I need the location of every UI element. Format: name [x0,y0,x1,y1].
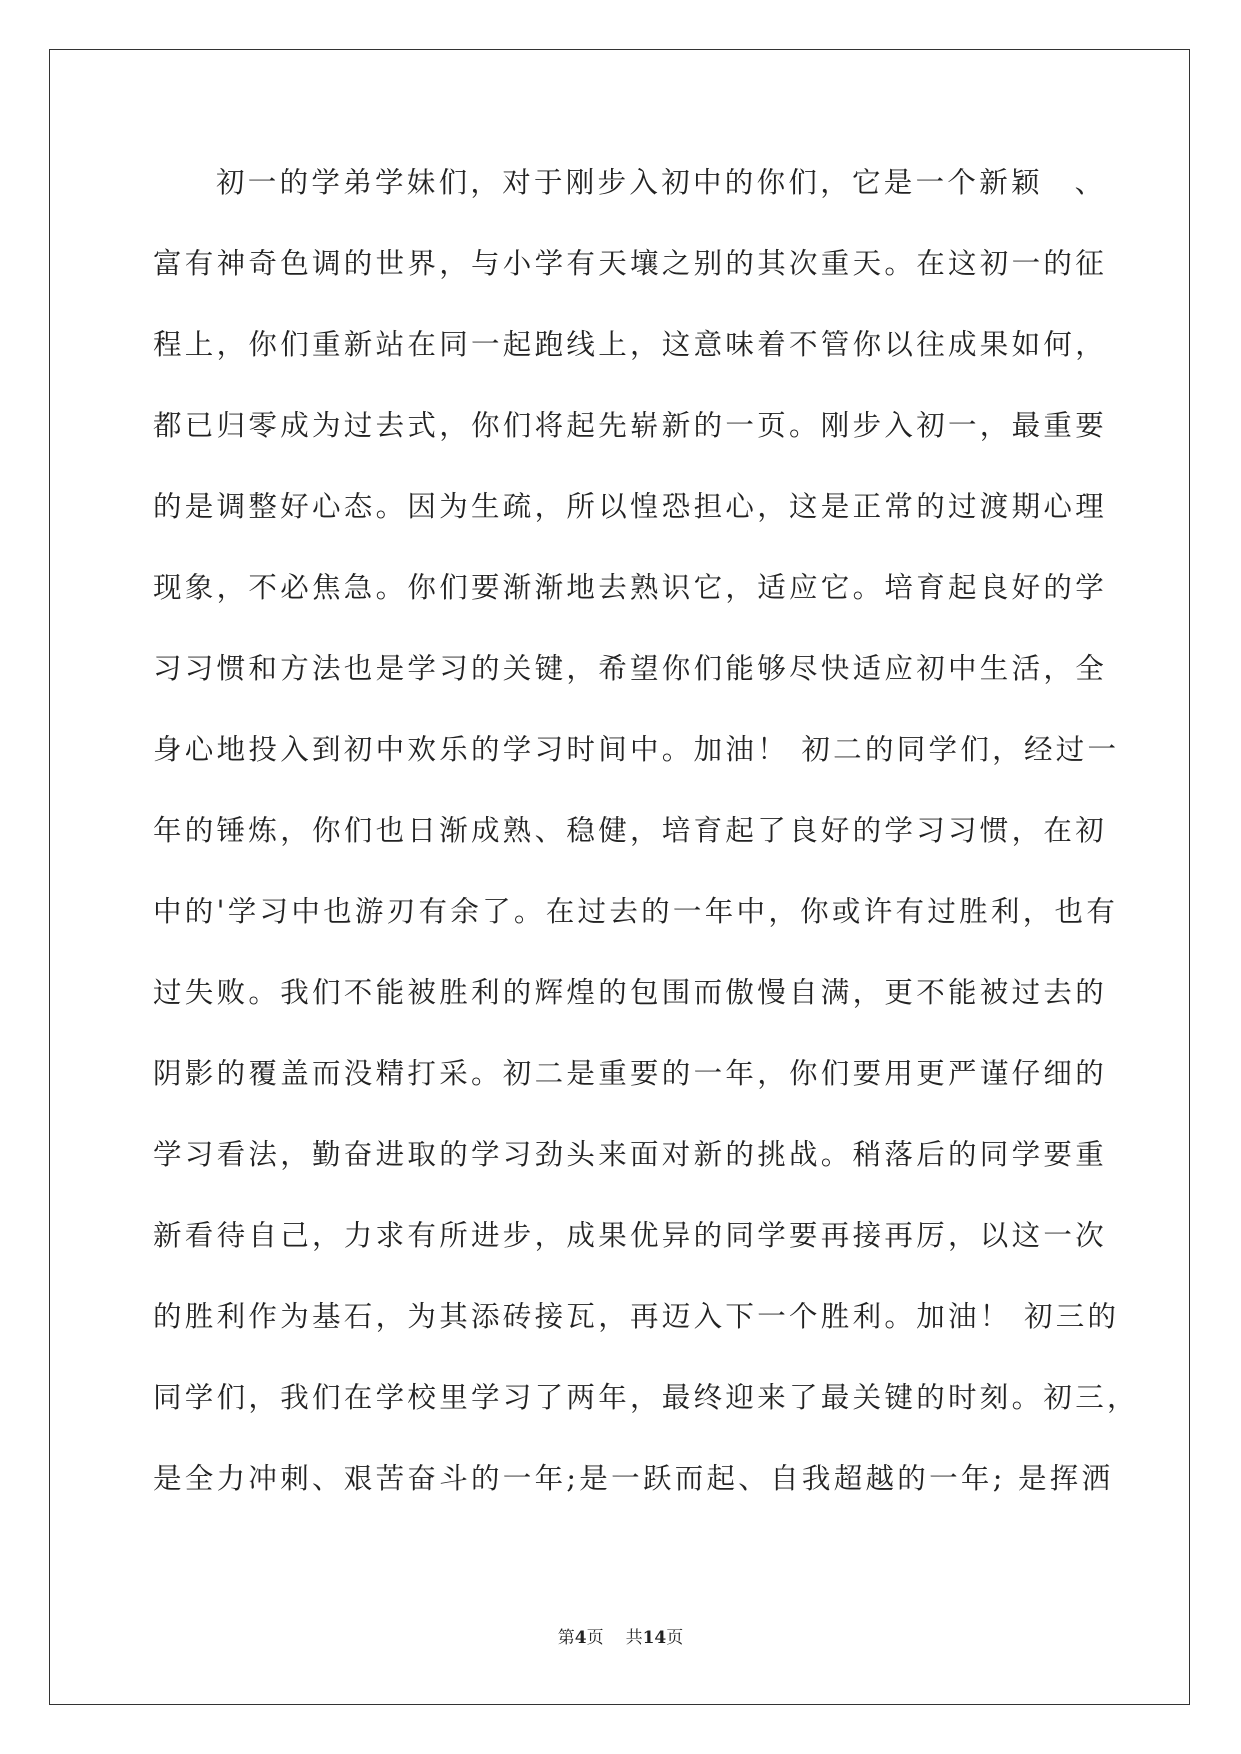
page-prefix: 第 [557,1628,575,1648]
text-line: 阴影的覆盖而没精打采。初二是重要的一年，你们要用更严谨仔细的 [153,1057,1108,1090]
text-line: 的胜利作为基石，为其添砖接瓦，再迈入下一个胜利。加油！ 初三的 [153,1300,1120,1333]
text-line: 中的'学习中也游刃有余了。在过去的一年中，你或许有过胜利，也有 [153,895,1119,928]
page-suffix: 页 [586,1628,604,1648]
text-line: 新看待自己，力求有所进步，成果优异的同学要再接再厉，以这一次 [153,1219,1108,1252]
text-line: 都已归零成为过去式，你们将起先崭新的一页。刚步入初一，最重要 [153,409,1108,442]
text-line: 现象，不必焦急。你们要渐渐地去熟识它，适应它。培育起良好的学 [153,571,1108,604]
text-line: 初一的学弟学妹们，对于刚步入初中的你们，它是一个新颖 、 [216,166,1107,199]
total-page-count: 14 [642,1628,667,1648]
total-suffix: 页 [666,1628,684,1648]
text-line: 习习惯和方法也是学习的关键，希望你们能够尽快适应初中生活，全 [153,652,1108,685]
document-body [153,163,1139,1540]
page-footer [0,1626,1241,1650]
text-line: 是全力冲刺、艰苦奋斗的一年;是一跃而起、自我超越的一年; 是挥洒 [153,1462,1114,1495]
text-line: 学习看法，勤奋进取的学习劲头来面对新的挑战。稍落后的同学要重 [153,1138,1108,1171]
total-prefix: 共 [625,1628,643,1648]
text-line: 富有神奇色调的世界，与小学有天壤之别的其次重天。在这初一的征 [153,247,1108,280]
text-line: 年的锤炼，你们也日渐成熟、稳健，培育起了良好的学习习惯，在初 [153,814,1108,847]
text-line: 的是调整好心态。因为生疏，所以惶恐担心，这是正常的过渡期心理 [153,490,1108,523]
text-line: 身心地投入到初中欢乐的学习时间中。加油！ 初二的同学们，经过一 [153,733,1120,766]
text-line: 过失败。我们不能被胜利的辉煌的包围而傲慢自满，更不能被过去的 [153,976,1108,1009]
text-line: 同学们，我们在学校里学习了两年，最终迎来了最关键的时刻。初三， [153,1381,1139,1414]
text-line: 程上，你们重新站在同一起跑线上，这意味着不管你以往成果如何， [153,328,1108,361]
current-page-number: 4 [574,1628,587,1648]
